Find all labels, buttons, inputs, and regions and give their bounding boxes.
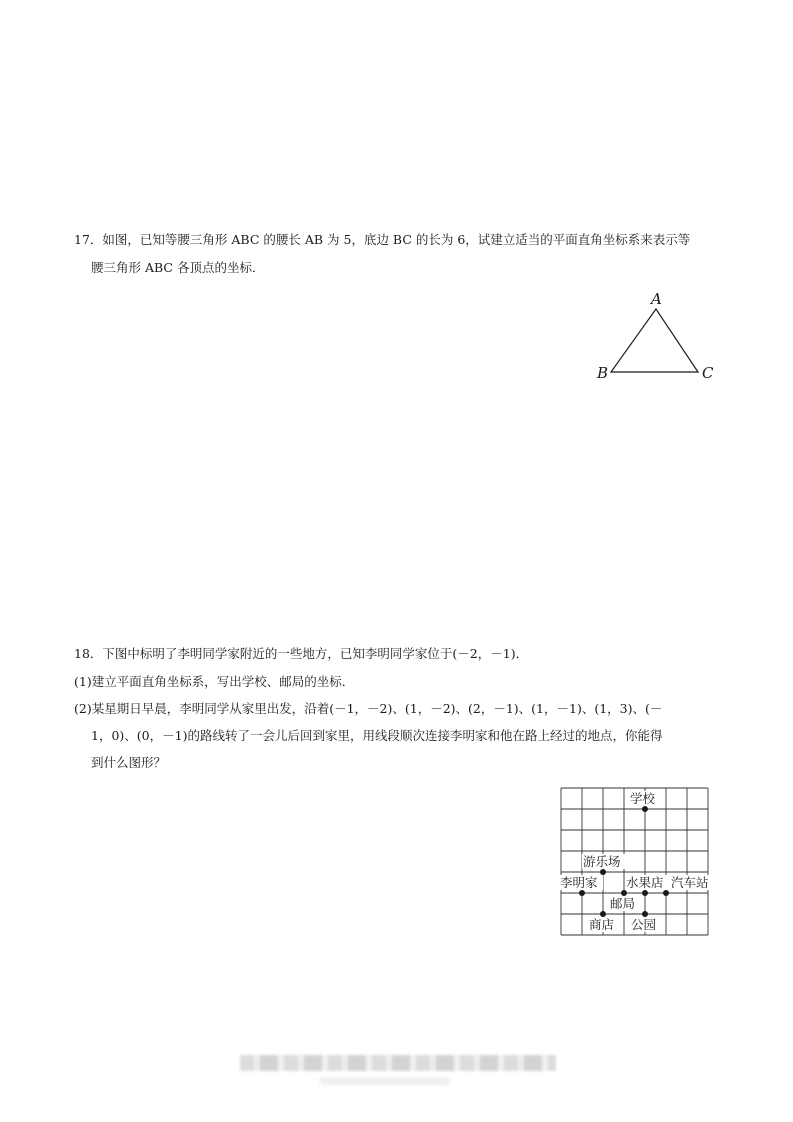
q18-part2-line2: 1，0)、(0，－1)的路线转了一会儿后回到家里，用线段顺次连接李明家和他在路上经过的地点，你能得 bbox=[91, 728, 663, 743]
q17-line1: 17．如图，已知等腰三角形 ABC 的腰长 AB 为 5，底边 BC 的长为 6，试建立适当的平面直角坐标系来表示等 bbox=[74, 232, 691, 247]
label-post-office: 邮局 bbox=[610, 896, 636, 911]
label-park: 公园 bbox=[631, 917, 657, 932]
footer-watermark-sub bbox=[320, 1077, 450, 1085]
label-playground: 游乐场 bbox=[583, 854, 621, 869]
point-home bbox=[579, 890, 585, 896]
label-fruit-shop: 水果店 bbox=[626, 875, 664, 890]
point-fruit-shop bbox=[642, 890, 648, 896]
vertex-b-label: B bbox=[597, 364, 609, 382]
footer-watermark bbox=[240, 1055, 556, 1071]
point-bus-station bbox=[663, 890, 669, 896]
q18-part2-line3: 到什么图形？ bbox=[91, 755, 167, 770]
q18-part1: (1)建立平面直角坐标系，写出学校、邮局的坐标． bbox=[74, 674, 355, 689]
label-store: 商店 bbox=[589, 917, 615, 932]
q18-line1: 18．下图中标明了李明同学家附近的一些地方，已知李明同学家位于(－2，－1)． bbox=[74, 646, 529, 661]
point-playground bbox=[600, 869, 606, 875]
vertex-a-label: A bbox=[651, 290, 662, 308]
q18-part2-line1: (2)某星期日早晨，李明同学从家里出发，沿着(－1，－2)、(1，－2)、(2，－1)、(1，－1)、(1，3)、(－ bbox=[74, 701, 663, 716]
q17-line2: 腰三角形 ABC 各顶点的坐标． bbox=[91, 260, 265, 275]
label-school: 学校 bbox=[630, 791, 656, 806]
point-school bbox=[642, 806, 648, 812]
label-bus-station: 汽车站 bbox=[671, 875, 709, 890]
label-home: 李明家 bbox=[560, 875, 598, 890]
vertex-c-label: C bbox=[702, 364, 714, 382]
